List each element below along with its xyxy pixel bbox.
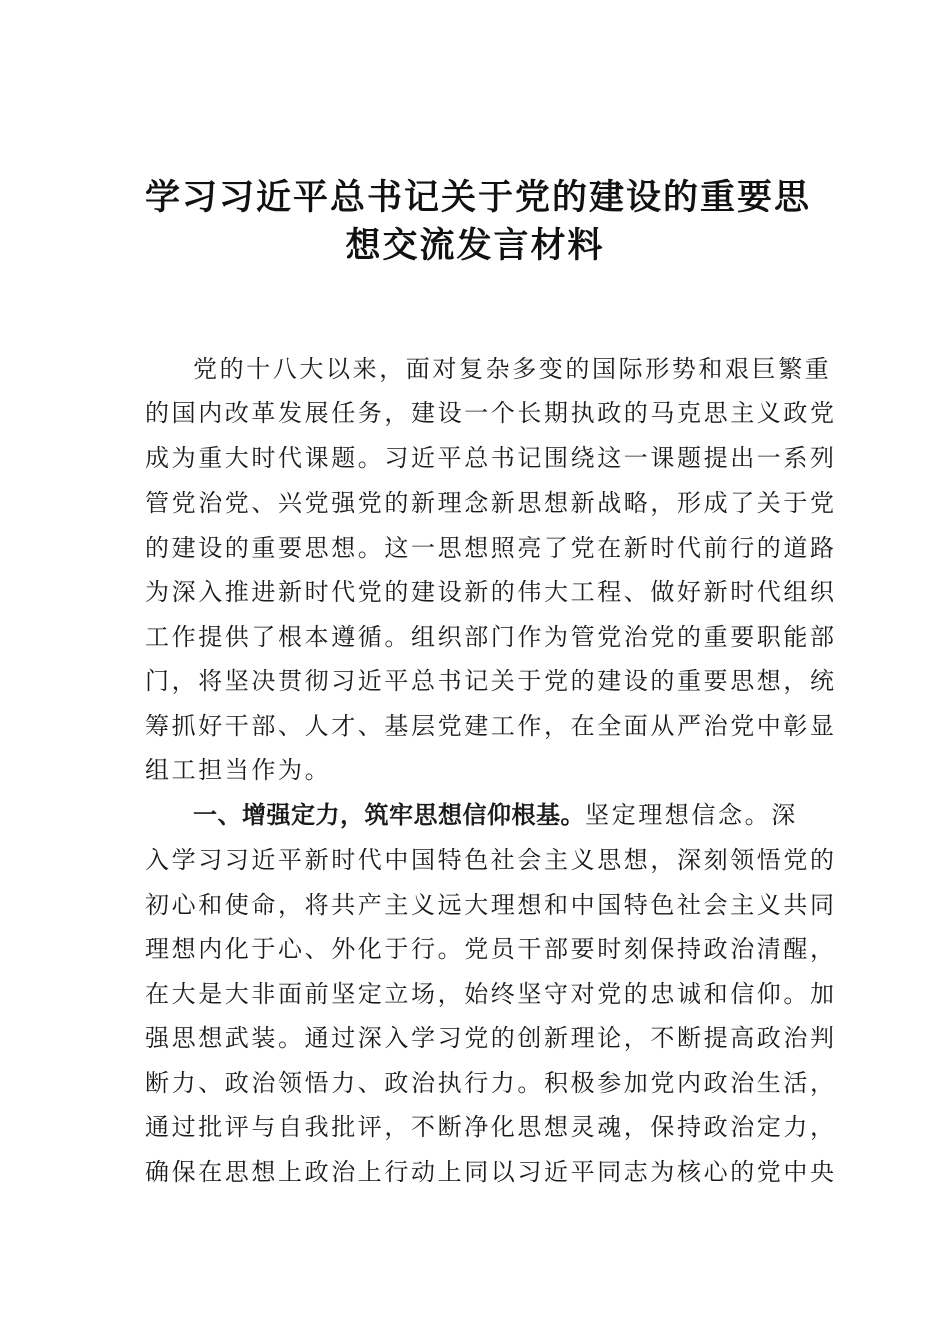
paragraph-line: 工作提供了根本遵循。组织部门作为管党治党的重要职能部	[145, 623, 837, 651]
paragraph-line: 在大是大非面前坚定立场，始终坚守对党的忠诚和信仰。加	[145, 980, 837, 1008]
document-title-line-2: 想交流发言材料	[345, 225, 605, 266]
paragraph-line: 管党治党、兴党强党的新理念新思想新战略，形成了关于党	[145, 489, 837, 517]
paragraph-line: 确保在思想上政治上行动上同以习近平同志为核心的党中央	[145, 1158, 837, 1186]
section-1-first-line	[193, 800, 810, 830]
paragraph-line: 为深入推进新时代党的建设新的伟大工程、做好新时代组织	[145, 578, 837, 606]
document-title-line-1: 学习习近平总书记关于党的建设的重要思	[145, 177, 812, 218]
paragraph-line: 理想内化于心、外化于行。党员干部要时刻保持政治清醒，	[145, 935, 837, 963]
paragraph-line-tail: 坚定理想信念。深	[585, 801, 798, 829]
paragraph-line: 断力、政治领悟力、政治执行力。积极参加党内政治生活，	[145, 1069, 837, 1097]
paragraph-line: 门，将坚决贯彻习近平总书记关于党的建设的重要思想，统	[145, 667, 837, 695]
paragraph-line: 党的十八大以来，面对复杂多变的国际形势和艰巨繁重	[193, 355, 832, 383]
paragraph-line: 筹抓好干部、人才、基层党建工作，在全面从严治党中彰显	[145, 712, 837, 740]
paragraph-line: 强思想武装。通过深入学习党的创新理论，不断提高政治判	[145, 1024, 837, 1052]
paragraph-line: 入学习习近平新时代中国特色社会主义思想，深刻领悟党的	[145, 846, 837, 874]
paragraph-line: 初心和使命，将共产主义远大理想和中国特色社会主义共同	[145, 891, 837, 919]
paragraph-line: 成为重大时代课题。习近平总书记围绕这一课题提出一系列	[145, 444, 837, 472]
paragraph-line: 组工担当作为。	[145, 756, 332, 784]
section-1-heading: 一、增强定力，筑牢思想信仰根基。	[193, 801, 585, 829]
paragraph-line: 通过批评与自我批评，不断净化思想灵魂，保持政治定力，	[145, 1113, 837, 1141]
paragraph-line: 的建设的重要思想。这一思想照亮了党在新时代前行的道路	[145, 534, 837, 562]
paragraph-line: 的国内改革发展任务，建设一个长期执政的马克思主义政党	[145, 399, 837, 427]
